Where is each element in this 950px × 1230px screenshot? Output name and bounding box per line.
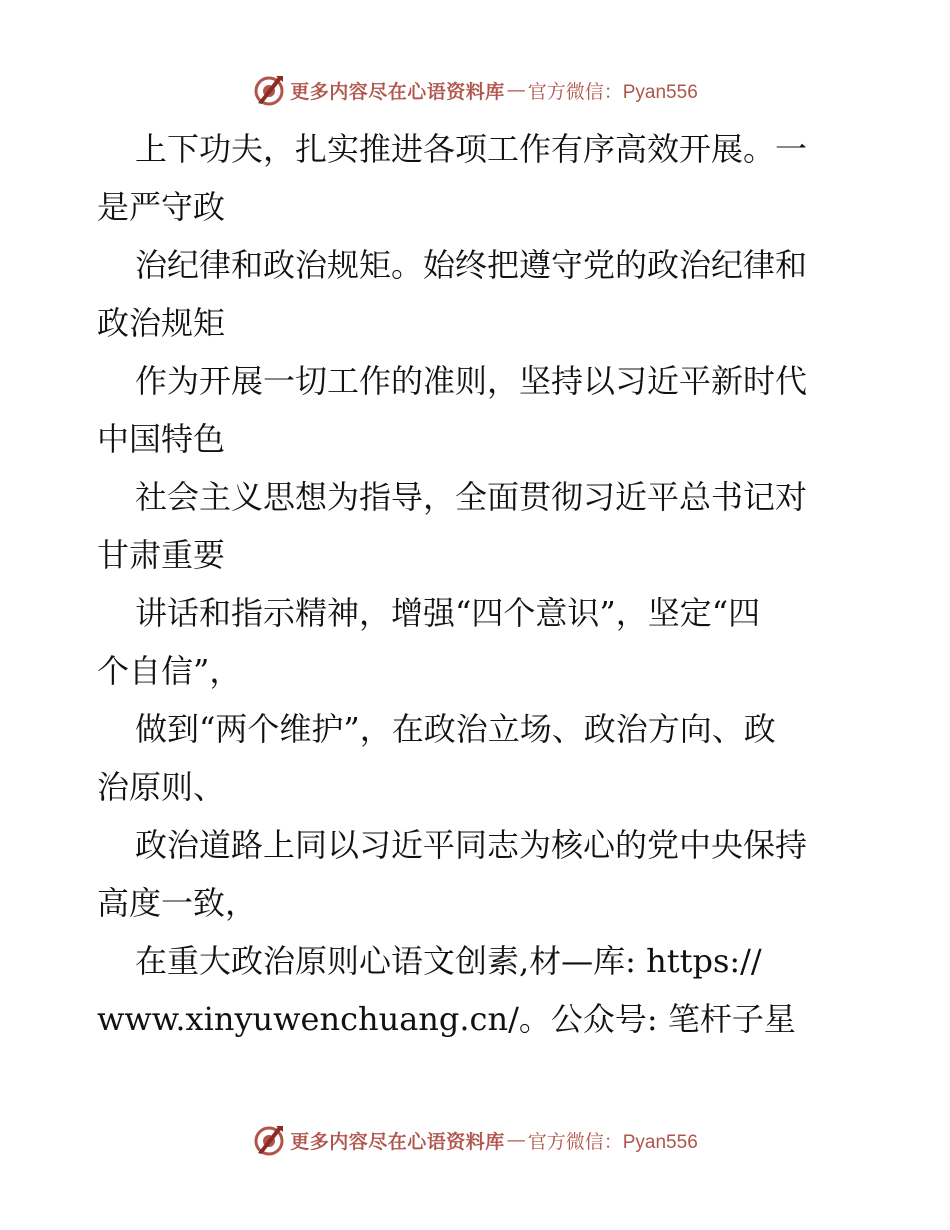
- header-banner: [0, 70, 950, 110]
- text-line: 个自信”，: [97, 652, 242, 690]
- text-line: 中国特色: [97, 420, 226, 458]
- document-body: [97, 120, 857, 1048]
- text-line: 甘肃重要: [97, 536, 226, 574]
- text-line: 政治道路上同以习近平同志为核心的党中央保持: [135, 826, 808, 864]
- text-line: 治纪律和政治规矩。始终把遵守党的政治纪律和: [135, 246, 808, 284]
- text-line: 作为开展一切工作的准则，坚持以习近平新时代: [135, 362, 808, 400]
- header-contact: 官方微信：Pyan556: [527, 81, 698, 103]
- text-line: 在重大政治原则心语文创素,材—库: https://: [135, 942, 762, 980]
- text-line: 高度一致，: [97, 884, 258, 922]
- text-line: 政治规矩: [97, 304, 226, 342]
- footer-separator: —: [506, 1129, 526, 1151]
- footer-contact: 官方微信：Pyan556: [527, 1131, 698, 1153]
- header-banner-text: 更多内容尽在心语资料库: [290, 80, 505, 103]
- text-line: www.xinyuwenchuang.cn/。公众号: 笔杆子星: [97, 1000, 796, 1038]
- text-line: 上下功夫，扎实推进各项工作有序高效开展。一: [135, 130, 808, 168]
- text-line: 讲话和指示精神，增强“四个意识”，坚定“四: [135, 594, 761, 632]
- footer-banner: [0, 1120, 950, 1160]
- quill-seal-icon: [252, 1123, 286, 1157]
- footer-banner-text: 更多内容尽在心语资料库: [290, 1130, 505, 1153]
- text-line: 治原则、: [97, 768, 226, 806]
- text-line: 社会主义思想为指导，全面贯彻习近平总书记对: [135, 478, 808, 516]
- text-line: 是严守政: [97, 188, 226, 226]
- text-line: 做到“两个维护”，在政治立场、政治方向、政: [135, 710, 776, 748]
- header-separator: —: [506, 79, 526, 101]
- quill-seal-icon: [252, 73, 286, 107]
